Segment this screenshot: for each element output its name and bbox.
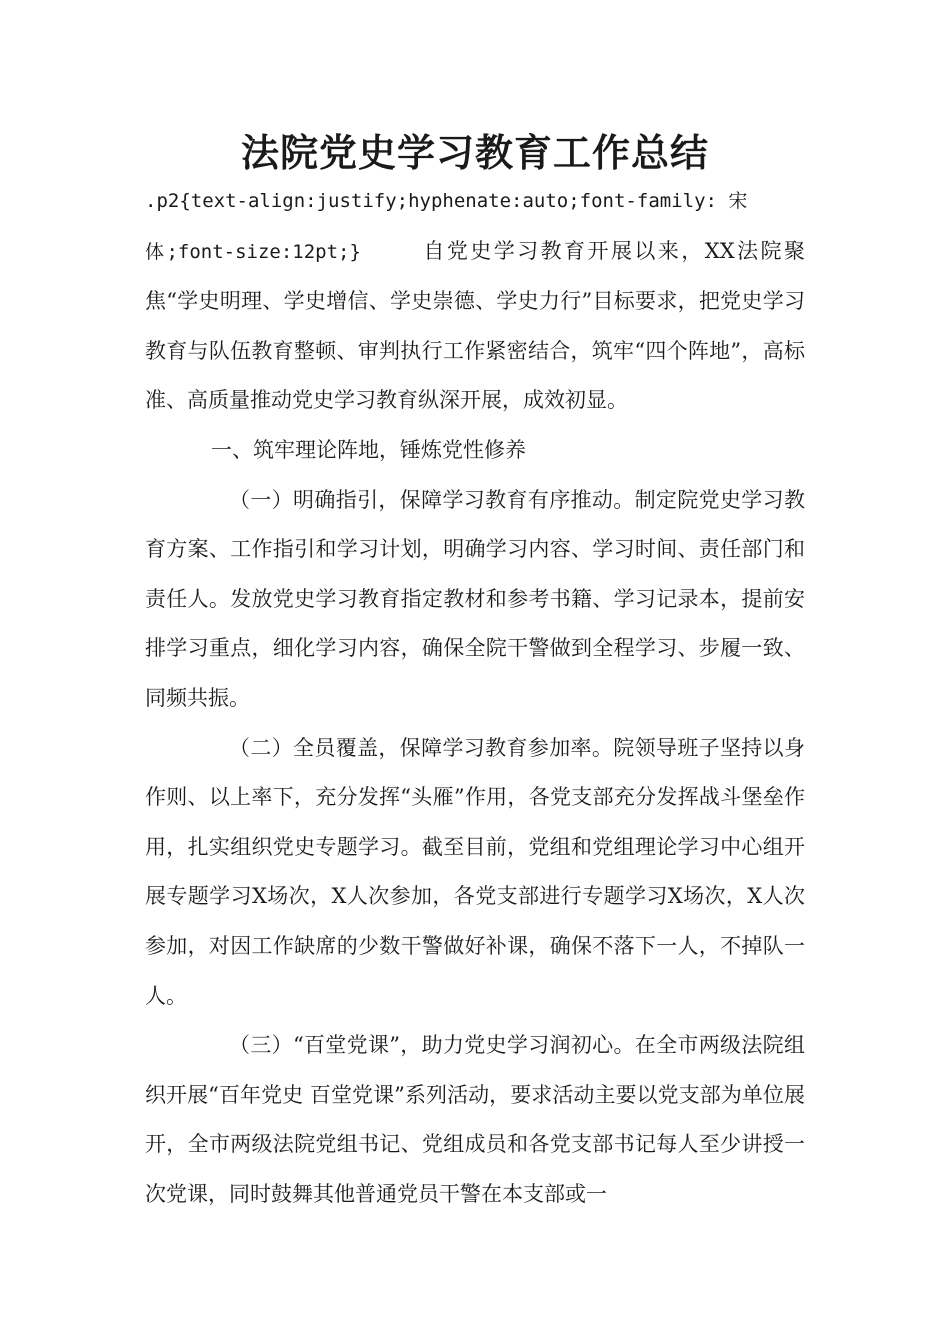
section-heading-1: 一、筑牢理论阵地，锤炼党性修养: [211, 437, 526, 462]
intro-paragraph: 自党史学习教育开展以来，XX法院聚焦“学史明理、学史增信、学史崇德、学史力行”目标要求，把党史学习教育与队伍教育整顿、审判执行工作紧密结合，筑牢“四个阵地”，高标准、高质量推动党史学习教育纵深开展，成效初显。: [145, 238, 805, 413]
document-title: 法院党史学习教育工作总结: [240, 131, 709, 175]
paragraph-1: （一）明确指引，保障学习教育有序推动。制定院党史学习教育方案、工作指引和学习计划，明确学习内容、学习时间、责任部门和责任人。发放党史学习教育指定教材和参考书籍、学习记录本，提前安排学习重点，细化学习内容，确保全院干警做到全程学习、步履一致、同频共振。: [145, 487, 805, 710]
css-leak-line-2: 体;font-size:12pt;}: [145, 240, 361, 263]
css-leak-text: [145, 176, 805, 426]
paragraph-3: （三）“百堂党课”，助力党史学习润初心。在全市两级法院组织开展“百年党史 百堂党课”系列活动，要求活动主要以党支部为单位展开，全市两级法院党组书记、党组成员和各党支部书记每人至少讲授一次党课，同时鼓舞其他普通党员干警在本支部或一: [145, 1033, 805, 1206]
css-leak-line-1: .p2{text-align:justify;hyphenate:auto;font-family: 宋: [145, 190, 748, 212]
document-body: [145, 176, 805, 1219]
paragraph-2: （二）全员覆盖，保障学习教育参加率。院领导班子坚持以身作则、以上率下，充分发挥“头雁”作用，各党支部充分发挥战斗堡垒作用，扎实组织党史专题学习。截至目前，党组和党组理论学习中心组开展专题学习X场次，X人次参加，各党支部进行专题学习X场次，X人次参加，对因工作缺席的少数干警做好补课，确保不落下一人，不掉队一人。: [145, 735, 805, 1008]
